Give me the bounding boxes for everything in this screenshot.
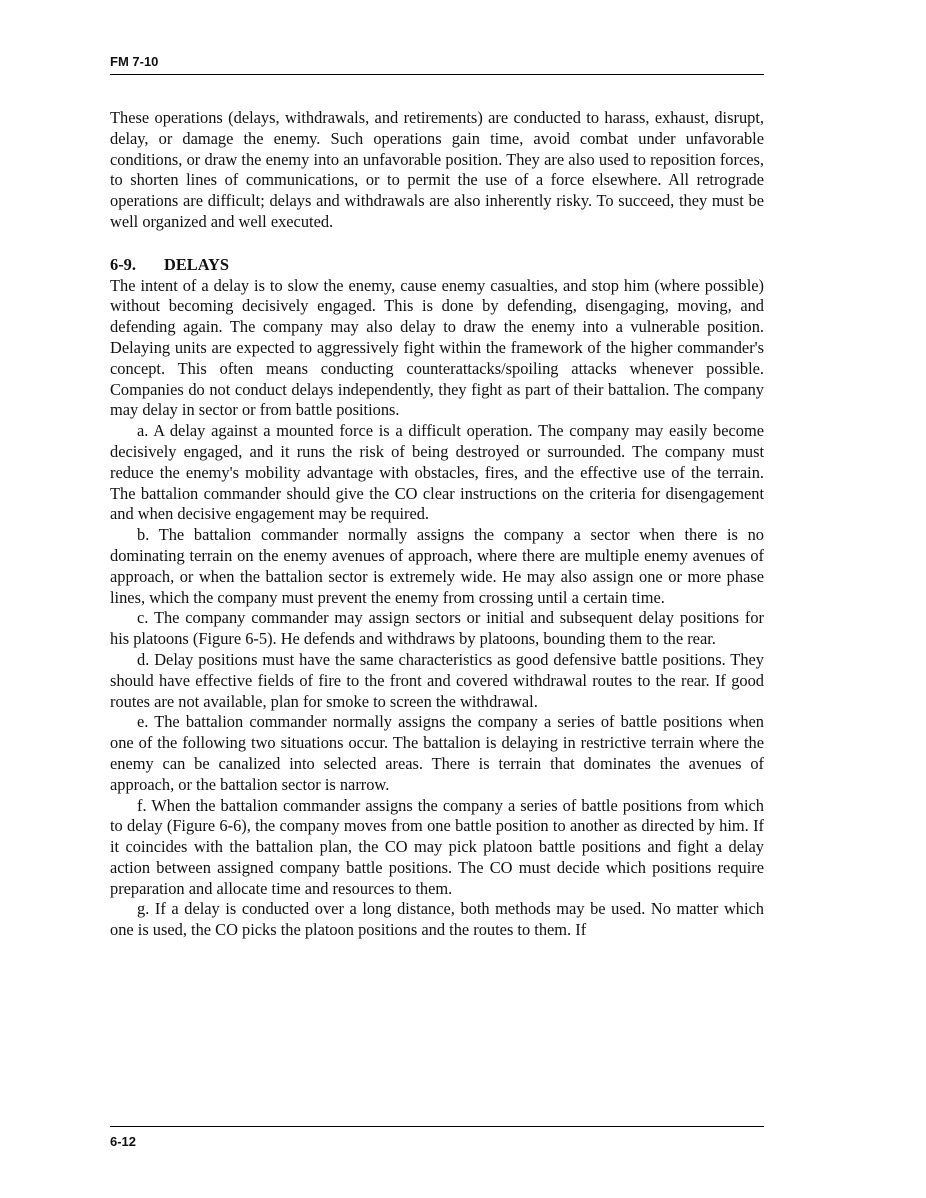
subparagraph-label: f. (137, 795, 147, 815)
running-header (110, 54, 764, 69)
subparagraph-a (110, 421, 764, 525)
subparagraph-label: c. (137, 608, 149, 628)
subparagraph-label: d. (137, 649, 150, 669)
running-footer (110, 1134, 136, 1149)
manual-id: FM 7-10 (110, 54, 159, 69)
subparagraph-text: The company commander may assign sectors or initial and subsequent delay positions for his platoons (Figure 6-5). He defends and withdraws by platoons, bounding them to the rear. (110, 608, 764, 649)
section-title: DELAYS (164, 254, 229, 274)
header-rule (110, 74, 764, 75)
subparagraph-text: The battalion commander normally assigns the company a sector when there is no dominating terrain on the enemy avenues of approach, where there are multiple enemy avenues of approach, or when the battalion sector is extremely wide. He may also assign one or more phase lines, which the company must prevent the enemy from crossing until a certain time. (110, 525, 764, 607)
subparagraph-c (110, 608, 764, 650)
subparagraph-b (110, 525, 764, 608)
subparagraph-label: a. (137, 421, 149, 441)
section-lead-paragraph: The intent of a delay is to slow the enemy, cause enemy casualties, and stop him (where possible) without becoming decisively engaged. This is done by defending, disengaging, moving, and defending again. The company may also delay to draw the enemy into a vulnerable position. Delaying units are expected to aggressively fight within the framework of the higher commander's concept. This often means conducting counterattacks/spoiling attacks whenever possible. Companies do not conduct delays independently, they fight as part of their battalion. The company may delay in sector or from battle positions. (110, 275, 764, 420)
subparagraph-label: g. (137, 899, 150, 919)
subparagraph-d (110, 650, 764, 712)
subparagraph-text: A delay against a mounted force is a difficult operation. The company may easily become decisively engaged, and it runs the risk of being destroyed or surrounded. The company must reduce the enemy's mobility advantage with obstacles, fires, and the effective use of the terrain. The battalion commander should give the CO clear instructions on the criteria for disengagement and when decisive engagement may be required. (110, 421, 764, 524)
subparagraph-text: When the battalion commander assigns the company a series of battle positions from which to delay (Figure 6-6), the company moves from one battle position to another as directed by him. If it coincides with the battalion plan, the CO may pick platoon battle positions and fight a delay action between assigned company battle positions. The CO must decide which positions require preparation and allocate time and resources to them. (110, 795, 764, 898)
page-body (110, 108, 764, 941)
subparagraph-e (110, 712, 764, 795)
subparagraph-f (110, 796, 764, 900)
page-number: 6-12 (110, 1134, 137, 1149)
subparagraph-text: Delay positions must have the same characteristics as good defensive battle positions. They should have effective fields of fire to the front and covered withdrawal routes to the rear. If good routes are not available, plan for smoke to screen the withdrawal. (110, 649, 764, 711)
subparagraph-text: The battalion commander normally assigns the company a series of battle positions when one of the following two situations occur. The battalion is delaying in restrictive terrain where the enemy can be canalized into selected areas. There is terrain that dominates the avenues of approach, or the battalion sector is narrow. (110, 712, 764, 794)
subparagraph-label: b. (137, 525, 150, 545)
intro-paragraph: These operations (delays, withdrawals, and retirements) are conducted to harass, exhaust, disrupt, delay, or damage the enemy. Such operations gain time, avoid combat under unfavorable conditions, or draw the enemy into an unfavorable position. They are also used to reposition forces, to shorten lines of communications, or to permit the use of a force elsewhere. All retrograde operations are difficult; delays and withdrawals are also inherently risky. To succeed, they must be well organized and well executed. (110, 108, 764, 231)
subparagraph-text: If a delay is conducted over a long distance, both methods may be used. No matter which one is used, the CO picks the platoon positions and the routes to them. If (110, 899, 764, 940)
section-heading (110, 255, 764, 276)
footer-rule (110, 1126, 764, 1127)
subparagraph-label: e. (137, 712, 149, 732)
subparagraph-g (110, 899, 764, 941)
section-number: 6-9. (110, 254, 136, 274)
